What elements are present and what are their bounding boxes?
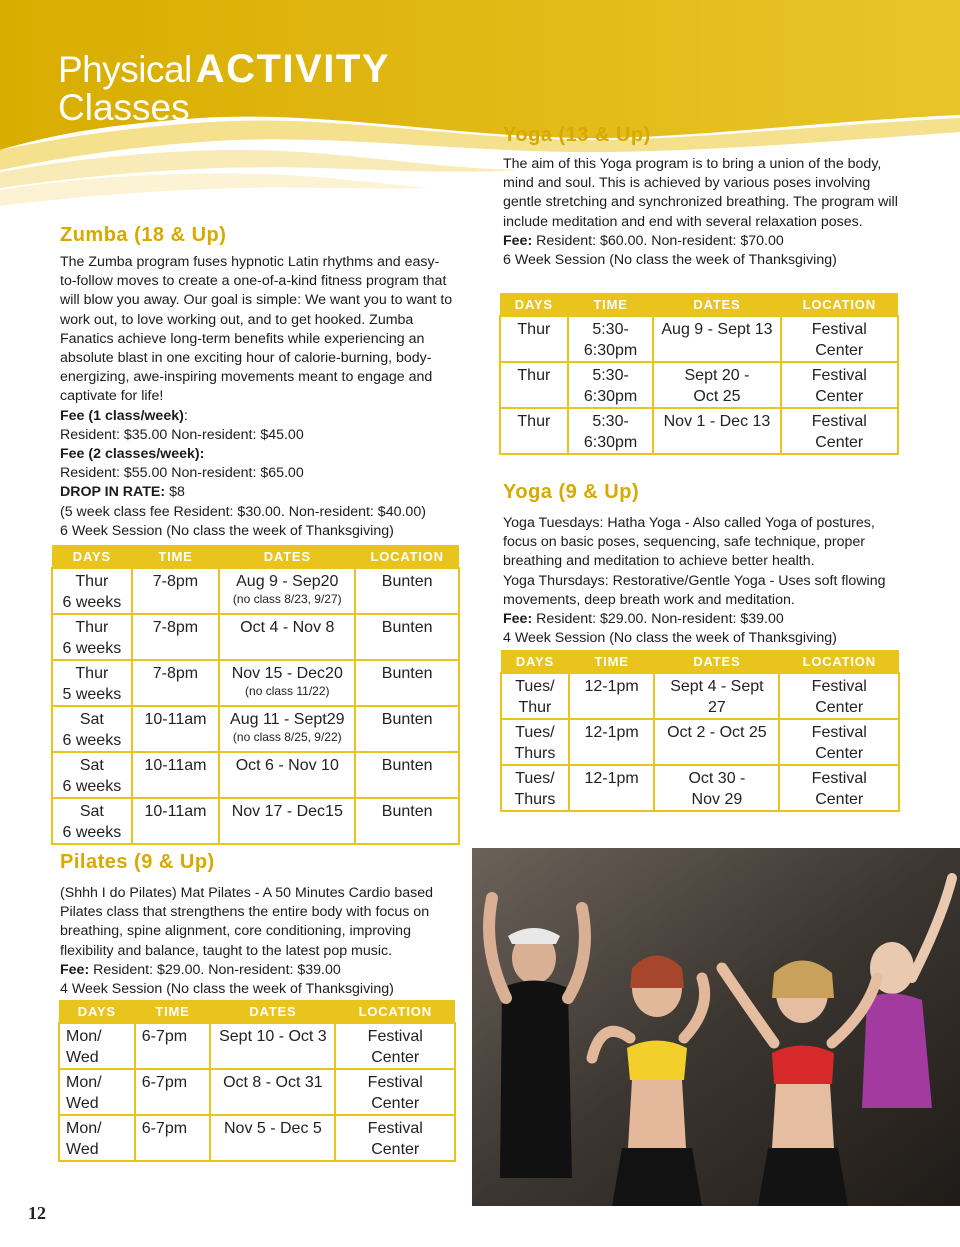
dates-line1: Aug 9 - Sept 13: [661, 321, 773, 338]
cell-days: [59, 1115, 135, 1161]
location-line2: Center: [371, 1095, 420, 1112]
dates-text: Nov 15 - Dec20: [231, 665, 343, 682]
dance-class-photo: [472, 848, 960, 1206]
zumba-fee1-label: Fee (1 class/week): [60, 407, 184, 424]
cell-time: 12-1pm: [569, 673, 655, 719]
cell-days: Thur: [500, 316, 568, 362]
zumba-dropin-value: $8: [169, 484, 185, 501]
location-line1: Festival: [811, 724, 867, 741]
zumba-note2: 6 Week Session (No class the week of Thanksgiving): [60, 522, 394, 539]
table-header-row: [52, 545, 459, 568]
weeks-text: 5 weeks: [62, 686, 122, 703]
col-header-days: DAYS: [501, 650, 569, 673]
col-header-location: LOCATION: [335, 1000, 455, 1023]
time-line1: 5:30-: [592, 321, 629, 338]
cell-dates: [653, 362, 780, 408]
location-line2: Center: [815, 434, 864, 451]
location-line1: Festival: [811, 413, 867, 430]
cell-days: [501, 673, 569, 719]
table-row: [59, 1069, 455, 1115]
zumba-fee1-value: Resident: $35.00 Non-resident: $45.00: [60, 426, 304, 443]
cell-days: [59, 1023, 135, 1069]
dates-text: Aug 11 - Sept29: [230, 711, 345, 728]
pilates-heading: Pilates (9 & Up): [60, 851, 215, 873]
location-line1: Festival: [811, 321, 867, 338]
yoga9-schedule-table: [500, 650, 900, 812]
col-header-dates: DATES: [219, 545, 355, 568]
pilates-fee-value: Resident: $29.00. Non-resident: $39.00: [93, 961, 341, 978]
zumba-heading: Zumba (18 & Up): [60, 224, 227, 246]
yoga9-fee-label: Fee:: [503, 611, 533, 628]
yoga13-heading: Yoga (13 & Up): [503, 124, 651, 146]
cell-time: [568, 362, 654, 408]
zumba-schedule-table: [51, 545, 460, 845]
zumba-note1: (5 week class fee Resident: $30.00. Non-resident: $40.00): [60, 503, 426, 520]
dates-line1: Oct 30 -: [688, 770, 746, 787]
table-row: [500, 362, 898, 408]
cell-time: 10-11am: [132, 752, 220, 798]
day-text: Thur: [75, 573, 109, 590]
cell-time: 6-7pm: [135, 1115, 211, 1161]
yoga13-section: [503, 124, 898, 270]
pilates-schedule-table: [58, 1000, 456, 1162]
cell-days: [501, 719, 569, 765]
dates-text: Oct 4 - Nov 8: [240, 619, 335, 636]
cell-dates: [219, 614, 355, 660]
dates-line2: Nov 29: [691, 791, 743, 808]
weeks-text: 6 weeks: [62, 732, 122, 749]
cell-dates: [219, 568, 355, 614]
yoga13-note: 6 Week Session (No class the week of Thanksgiving): [503, 252, 837, 269]
cell-dates: [219, 752, 355, 798]
table-header-row: [501, 650, 899, 673]
dates-text: Aug 9 - Sep20: [236, 573, 339, 590]
pilates-note: 4 Week Session (No class the week of Thanksgiving): [60, 981, 394, 998]
cell-time: 12-1pm: [569, 765, 655, 811]
dates-line1: Sept 20 -: [684, 367, 750, 384]
table-row: [52, 568, 459, 614]
title-activity: ACTIVITY: [195, 47, 391, 91]
cell-location: [779, 673, 899, 719]
yoga9-description-tuesday: Yoga Tuesdays: Hatha Yoga - Also called Yoga of postures, focus on basic poses, sequencing, safe technique, proper breathing and meditation to achieve better health.: [503, 515, 875, 570]
title-classes: Classes: [58, 87, 190, 128]
cell-location: Bunten: [355, 798, 459, 844]
location-line2: Center: [815, 388, 864, 405]
page-number: 12: [28, 1203, 46, 1223]
dates-line2: Oct 25: [693, 388, 741, 405]
table-header-row: [500, 293, 898, 316]
page-title: [58, 47, 391, 128]
zumba-fee2-label: Fee (2 classes/week):: [60, 446, 205, 463]
day-text-2: Thurs: [514, 745, 556, 762]
day-text-2: Wed: [66, 1049, 99, 1066]
col-header-time: TIME: [132, 545, 220, 568]
day-text: Sat: [79, 757, 104, 774]
location-line1: Festival: [367, 1028, 423, 1045]
day-text: Tues/: [515, 678, 555, 695]
day-text: Thur: [75, 665, 109, 682]
cell-location: [781, 362, 899, 408]
col-header-days: DAYS: [59, 1000, 135, 1023]
yoga9-description-thursday: Yoga Thursdays: Restorative/Gentle Yoga - Uses soft flowing movements, deep breath work and meditation.: [503, 572, 886, 608]
table-row: [500, 316, 898, 362]
time-line1: 5:30-: [592, 413, 629, 430]
cell-location: [335, 1115, 455, 1161]
yoga13-fee-value: Resident: $60.00. Non-resident: $70.00: [536, 232, 784, 249]
time-line2: 6:30pm: [583, 388, 638, 405]
cell-dates: [654, 719, 779, 765]
table-row: [501, 673, 899, 719]
day-text-2: Wed: [66, 1095, 99, 1112]
col-header-days: DAYS: [52, 545, 132, 568]
location-line1: Festival: [367, 1120, 423, 1137]
dates-line1: Oct 2 - Oct 25: [667, 724, 767, 741]
col-header-dates: DATES: [654, 650, 779, 673]
cell-time: 6-7pm: [135, 1069, 211, 1115]
time-line2: 6:30pm: [583, 434, 638, 451]
dates-note: (no class 11/22): [245, 684, 330, 698]
dates-text: Nov 17 - Dec15: [231, 803, 343, 820]
weeks-text: 6 weeks: [62, 824, 122, 841]
yoga9-note: 4 Week Session (No class the week of Thanksgiving): [503, 630, 837, 647]
day-text-2: Thurs: [514, 791, 556, 808]
table-row: [52, 660, 459, 706]
time-line2: 6:30pm: [583, 342, 638, 359]
cell-location: Bunten: [355, 568, 459, 614]
cell-time: 7-8pm: [132, 568, 220, 614]
table-row: [52, 752, 459, 798]
cell-days: [52, 660, 132, 706]
col-header-dates: DATES: [210, 1000, 335, 1023]
col-header-time: TIME: [568, 293, 654, 316]
cell-location: [335, 1023, 455, 1069]
col-header-time: TIME: [569, 650, 655, 673]
col-header-days: DAYS: [500, 293, 568, 316]
yoga13-description: The aim of this Yoga program is to bring a union of the body, mind and soul. This is achieved by various poses involving gentle stretching and synchronized breathing. The program will include meditation and end with several relaxation poses.: [503, 156, 898, 230]
table-row: [59, 1023, 455, 1069]
zumba-section: Zumba (18 & Up) The Zumba program fuses hypnotic Latin rhythms and easy-to-follow moves to create a one-of-a-kind fitness program that will blow you away. Our goal is simple: We want you to want to work out, to love working out, and to get hooked. Zumba Fanatics achieve long-term benefits while experiencing an absolute blast in one exciting hour of calorie-burning, body-energizing, awe-inspiring movements meant to engage and captivate for life! Fee (1 class/week): Resident: $35.00 Non-resident: $45.00 Fee (2 classes/week): Resident: $55.00 Non-resident: $65.00 DROP IN RATE: $8 (5 week class fee Resident: $30.00. Non-resident: $40.00) 6 Week Session (No class the week of Thanksgiving): [60, 224, 455, 541]
table-row: [52, 706, 459, 752]
cell-location: Bunten: [355, 614, 459, 660]
location-line2: Center: [371, 1049, 420, 1066]
day-text-2: Thur: [518, 699, 552, 716]
location-line2: Center: [371, 1141, 420, 1158]
day-text: Tues/: [515, 770, 555, 787]
location-line1: Festival: [811, 770, 867, 787]
pilates-description: (Shhh I do Pilates) Mat Pilates - A 50 Minutes Cardio based Pilates class that strengthens the entire body with focus on breathing, spine alignment, core conditioning, improving flexibility and balance, taught to the latest pop music.: [60, 885, 434, 959]
cell-days: [501, 765, 569, 811]
cell-dates: [219, 706, 355, 752]
cell-location: [781, 316, 899, 362]
cell-location: Bunten: [355, 660, 459, 706]
table-row: [59, 1115, 455, 1161]
yoga13-schedule-table: [499, 293, 899, 455]
location-line2: Center: [815, 791, 864, 808]
day-text-2: Wed: [66, 1141, 99, 1158]
cell-days: [52, 798, 132, 844]
cell-time: 10-11am: [132, 798, 220, 844]
cell-location: Bunten: [355, 752, 459, 798]
col-header-location: LOCATION: [779, 650, 899, 673]
weeks-text: 6 weeks: [62, 640, 122, 657]
cell-dates: [653, 408, 780, 454]
day-text: Mon/: [66, 1120, 102, 1137]
title-physical: Physical: [58, 49, 192, 90]
cell-dates: Oct 8 - Oct 31: [210, 1069, 335, 1115]
yoga9-section: [503, 481, 898, 648]
table-row: [501, 765, 899, 811]
pilates-section: [60, 851, 455, 999]
cell-dates: [653, 316, 780, 362]
dates-note: (no class 8/23, 9/27): [232, 592, 342, 606]
cell-location: [779, 765, 899, 811]
cell-dates: Sept 10 - Oct 3: [210, 1023, 335, 1069]
location-line2: Center: [815, 342, 864, 359]
zumba-dropin-label: DROP IN RATE:: [60, 484, 166, 501]
cell-dates: [219, 798, 355, 844]
cell-days: [52, 568, 132, 614]
zumba-description: The Zumba program fuses hypnotic Latin rhythms and easy-to-follow moves to create a one-of-a-kind fitness program that will blow you away. Our goal is simple: We want you to want to work out, to love working out, and to get hooked. Zumba Fanatics achieve long-term benefits while experiencing an absolute blast in one exciting hour of calorie-burning, body-energizing, awe-inspiring movements meant to engage and captivate for life!: [60, 254, 453, 405]
table-header-row: [59, 1000, 455, 1023]
cell-location: [781, 408, 899, 454]
cell-location: [779, 719, 899, 765]
weeks-text: 6 weeks: [62, 778, 122, 795]
cell-time: 7-8pm: [132, 660, 220, 706]
zumba-fee2-value: Resident: $55.00 Non-resident: $65.00: [60, 465, 304, 482]
cell-days: [52, 614, 132, 660]
cell-days: [52, 706, 132, 752]
cell-time: [568, 316, 654, 362]
location-line2: Center: [815, 745, 864, 762]
yoga9-fee-value: Resident: $29.00. Non-resident: $39.00: [536, 611, 784, 628]
col-header-location: LOCATION: [781, 293, 899, 316]
cell-days: [52, 752, 132, 798]
dates-line1: Sept 4 - Sept 27: [670, 678, 764, 716]
table-row: [52, 614, 459, 660]
cell-time: 12-1pm: [569, 719, 655, 765]
day-text: Tues/: [515, 724, 555, 741]
dates-note: (no class 8/25, 9/22): [232, 730, 342, 744]
dates-line1: Nov 1 - Dec 13: [663, 413, 771, 430]
cell-dates: [219, 660, 355, 706]
location-line1: Festival: [367, 1074, 423, 1091]
table-row: [52, 798, 459, 844]
day-text: Sat: [79, 711, 104, 728]
cell-time: 10-11am: [132, 706, 220, 752]
day-text: Thur: [75, 619, 109, 636]
cell-dates: [654, 673, 779, 719]
day-text: Sat: [79, 803, 104, 820]
cell-time: 6-7pm: [135, 1023, 211, 1069]
weeks-text: 6 weeks: [62, 594, 122, 611]
location-line1: Festival: [811, 367, 867, 384]
location-line2: Center: [815, 699, 864, 716]
cell-dates: Nov 5 - Dec 5: [210, 1115, 335, 1161]
cell-dates: [654, 765, 779, 811]
col-header-dates: DATES: [653, 293, 780, 316]
cell-days: Thur: [500, 408, 568, 454]
cell-time: 7-8pm: [132, 614, 220, 660]
cell-days: Thur: [500, 362, 568, 408]
pilates-fee-label: Fee:: [60, 961, 90, 978]
cell-days: [59, 1069, 135, 1115]
dancers-illustration: [472, 848, 960, 1206]
col-header-time: TIME: [135, 1000, 211, 1023]
dates-text: Oct 6 - Nov 10: [235, 757, 339, 774]
yoga13-fee-label: Fee:: [503, 232, 533, 249]
col-header-location: LOCATION: [355, 545, 459, 568]
day-text: Mon/: [66, 1074, 102, 1091]
day-text: Mon/: [66, 1028, 102, 1045]
cell-time: [568, 408, 654, 454]
table-row: [500, 408, 898, 454]
cell-location: Bunten: [355, 706, 459, 752]
cell-location: [335, 1069, 455, 1115]
location-line1: Festival: [811, 678, 867, 695]
yoga9-heading: Yoga (9 & Up): [503, 481, 640, 503]
time-line1: 5:30-: [592, 367, 629, 384]
table-row: [501, 719, 899, 765]
